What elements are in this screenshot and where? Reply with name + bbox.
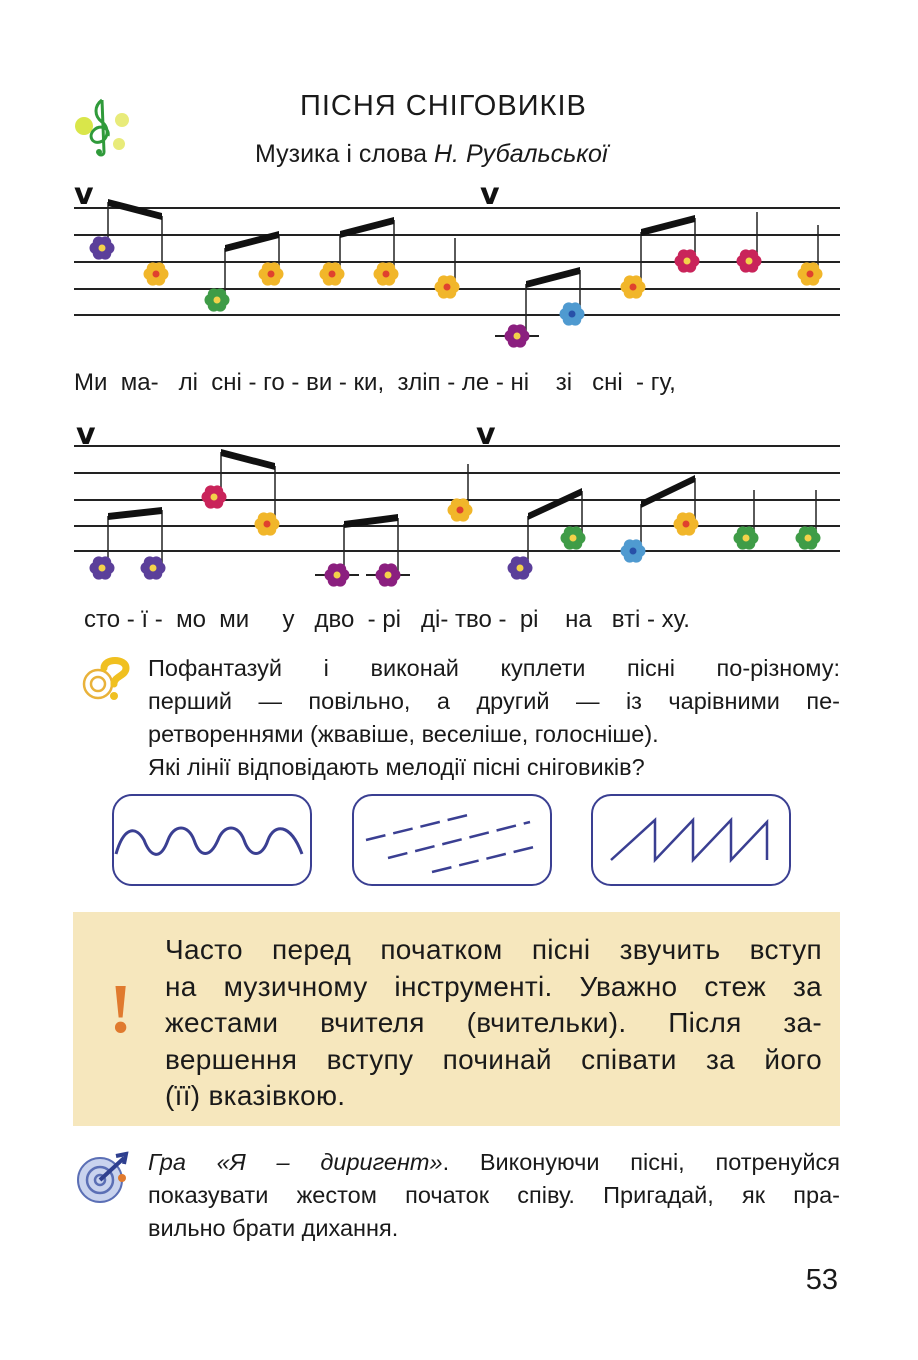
breath-mark: v [76,418,96,452]
notice-line: вершення вступу починай співати за його [165,1043,822,1075]
breath-mark: v [476,418,496,452]
music-staff-1 [70,178,845,358]
note-beam [641,215,695,236]
page-title: ПІСНЯ СНІГОВИКІВ [300,90,587,122]
lyrics-line-1: Ми ма- лі сні - го - ви - ки, зліп - ле - ні зі сні - гу, [74,369,676,396]
credits-prefix: Музика і слова [255,140,428,168]
flower-note [90,556,115,579]
page-number: 53 [805,1264,838,1296]
task-line: перший — повільно, а другий — із чарівними пе- [148,688,840,714]
game-line-3: вильно брати дихання. [148,1215,399,1241]
question-icon [80,654,132,702]
game-line-1: . Виконуючи пісні, потренуйся [442,1149,840,1175]
flower-note [376,563,401,586]
dashed-lines-box [352,794,552,886]
flower-note [202,485,227,508]
exclamation-mark: ! [109,971,133,1048]
wave-line-box [112,794,312,886]
task-line: Пофантазуй і виконай куплети пісні по-різному: [148,655,840,681]
notice-text [165,932,822,1115]
breath-mark: v [74,178,94,212]
task-text [148,652,840,784]
task-line: Які лінії відповідають мелодії пісні сніговиків? [148,754,645,780]
game-title: Гра «Я – диригент» [148,1149,443,1175]
song-credits [255,140,608,169]
notice-line: на музичному інструменті. Уважно стеж за [165,970,822,1002]
credits-author: Н. Рубальської [434,140,608,168]
treble-clef-icon [72,96,134,158]
flower-note [144,262,169,285]
flower-note [325,563,350,586]
notice-line: жестами вчителя (вчительки). Після за- [165,1007,822,1038]
note-beam [528,488,582,520]
game-line-2: показувати жестом початок співу. Пригадай, як пра- [148,1182,840,1208]
breath-mark: v [480,178,500,212]
note-beam [641,475,695,508]
music-staff-2 [70,418,845,598]
task-line: ретвореннями (жвавіше, веселіше, голосніше). [148,721,659,747]
notice-line: (її) вказівкою. [165,1080,346,1111]
notice-line: Часто перед початком пісні звучить вступ [165,934,822,965]
flower-note [90,236,115,259]
note-beam [108,507,162,520]
note-beam [526,267,580,288]
game-icon [72,1150,132,1206]
game-text [148,1146,840,1245]
zigzag-line-box [591,794,791,886]
note-beam [221,449,275,470]
notice-box [73,912,840,1126]
note-beam [108,199,162,220]
lyrics-line-2: сто - ї - мо ми у дво - рі ді- тво - рі на вті - ху. [84,606,690,633]
